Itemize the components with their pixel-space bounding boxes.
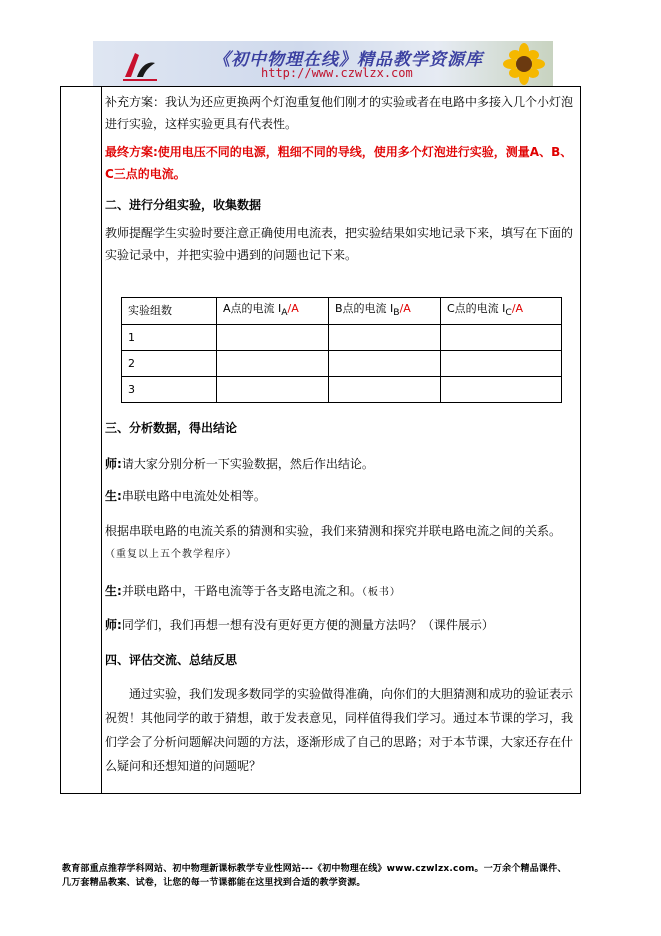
section2-title: 二、进行分组实验，收集数据 [105,198,262,212]
table-cell [217,377,329,403]
table-cell: 1 [122,325,217,351]
header-group: 实验组数 [122,298,217,325]
table-cell [329,377,441,403]
experiment-record-table [121,297,562,403]
table-cell [441,325,562,351]
final-plan-paragraph: 最终方案:使用电压不同的电源，粗细不同的导线，使用多个灯泡进行实验，测量A、B、C三点的电流。 [105,145,573,181]
table-cell [217,351,329,377]
table-cell: 2 [122,351,217,377]
teacher-line-2: 师:同学们，我们再想一想有没有更好更方便的测量方法吗？（课件展示） [105,618,494,632]
table-cell [441,377,562,403]
banner-url[interactable]: http://www.czwlzx.com [261,66,413,80]
table-cell [329,325,441,351]
table-cell [329,351,441,377]
table-row [122,325,562,351]
site-banner [93,41,553,86]
sunflower-icon [498,43,550,86]
site-logo-icon [121,47,159,83]
student-line-2: 生:并联电路中，干路电流等于各支路电流之和。（板书） [105,584,401,598]
table-header-row [122,298,562,325]
section3-title: 三、分析数据，得出结论 [105,421,238,435]
section4-paragraph: 通过实验，我们发现多数同学的实验做得准确，向你们的大胆猜测和成功的验证表示祝贺！其他同学的敢于猜想，敢于发表意见，同样值得我们学习。通过本节课的学习，我们学会了分析问题解决问题的方法，逐渐形成了自己的思路；对于本节课，大家还存在什么疑问和还想知道的问题呢？ [105,687,574,773]
table-row [122,377,562,403]
table-cell: 3 [122,377,217,403]
header-point-a: A点的电流 $I_A/A$ [217,298,329,325]
section2-paragraph: 教师提醒学生实验时要注意正确使用电流表，把实验结果如实地记录下来，填写在下面的实验记录中，并把实验中遇到的问题也记下来。 [105,226,574,262]
section4-title: 四、评估交流、总结反思 [105,653,238,667]
footer-line-2: 几万套精品教案、试卷，让您的每一节课都能在这里找到合适的教学资源。 [62,878,366,888]
table-row [122,351,562,377]
page-footer [62,862,622,890]
table-cell [441,351,562,377]
header-point-b: B点的电流 $I_B/A$ [329,298,441,325]
parallel-paragraph: 根据串联电路的电流关系的猜测和实验，我们来猜测和探究并联电路电流之间的关系。（重复以上五个教学程序） [105,524,562,560]
supplement-paragraph: 补充方案：我认为还应更换两个灯泡重复他们刚才的实验或者在电路中多接入几个小灯泡进行实验，这样实验更具有代表性。 [105,95,574,131]
table-cell [217,325,329,351]
footer-line-1: 教育部重点推荐学科网站、初中物理新课标教学专业性网站---《初中物理在线》www.czwlzx.com。一万余个精品课件、 [62,864,567,874]
header-point-c: C点的电流 $I_C/A$ [441,298,562,325]
banner-title: 《初中物理在线》精品教学资源库 [213,50,483,70]
student-line-1: 生:串联电路中电流处处相等。 [105,489,266,503]
teacher-line-1: 师:请大家分别分析一下实验数据，然后作出结论。 [105,457,374,471]
frame-divider [101,87,102,793]
